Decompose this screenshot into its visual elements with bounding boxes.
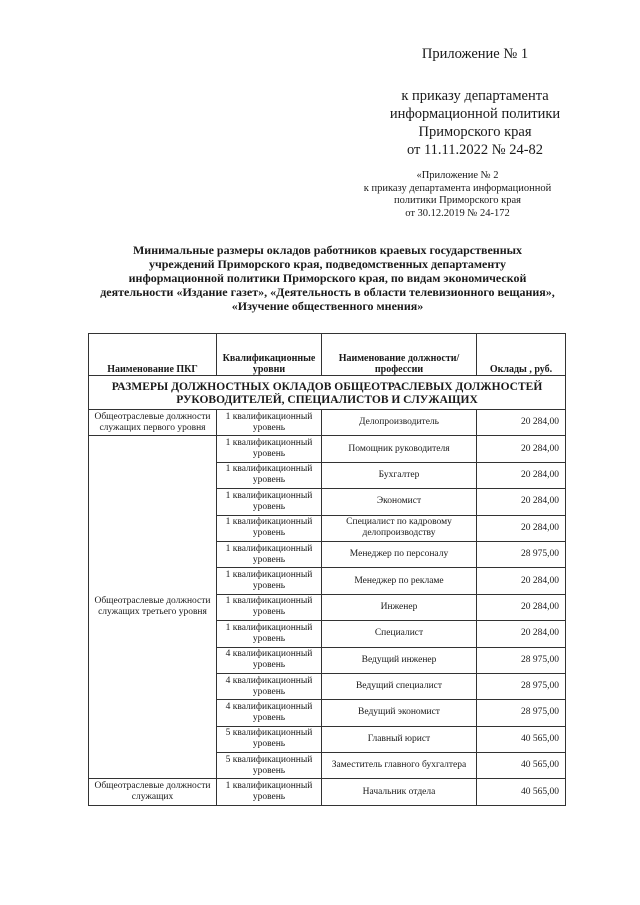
qualification-level-cell: 1 квалификационный уровень bbox=[217, 779, 322, 805]
qualification-level-cell: 1 квалификационный уровень bbox=[217, 594, 322, 620]
position-name-cell: Бухгалтер bbox=[322, 462, 477, 488]
position-name-cell: Помощник руководителя bbox=[322, 436, 477, 462]
qualification-level-cell: 1 квалификационный уровень bbox=[217, 515, 322, 541]
position-name-cell: Специалист bbox=[322, 621, 477, 647]
header-pkg: Наименование ПКГ bbox=[89, 334, 217, 376]
qualification-level-cell: 4 квалификационный уровень bbox=[217, 647, 322, 673]
position-name-cell: Делопроизводитель bbox=[322, 410, 477, 436]
appendix-line: информационной политики bbox=[389, 106, 561, 122]
position-name-cell: Специалист по кадровому делопроизводству bbox=[322, 515, 477, 541]
salary-cell: 40 565,00 bbox=[477, 726, 566, 752]
appendix-line: Приморского края bbox=[418, 124, 532, 140]
position-name-cell: Менеджер по рекламе bbox=[322, 568, 477, 594]
qualification-level-cell: 1 квалификационный уровень bbox=[217, 410, 322, 436]
header-level: Квалификационные уровни bbox=[217, 334, 322, 376]
salary-cell: 40 565,00 bbox=[477, 753, 566, 779]
salary-table bbox=[88, 333, 566, 806]
salary-cell: 20 284,00 bbox=[477, 568, 566, 594]
position-name-cell: Ведущий инженер bbox=[322, 647, 477, 673]
header-salary: Оклады , руб. bbox=[477, 334, 566, 376]
salary-cell: 20 284,00 bbox=[477, 594, 566, 620]
salary-cell: 28 975,00 bbox=[477, 700, 566, 726]
section-row bbox=[89, 376, 566, 410]
table-row bbox=[89, 779, 566, 805]
position-name-cell: Начальник отдела bbox=[322, 779, 477, 805]
position-name-cell: Менеджер по персоналу bbox=[322, 541, 477, 567]
appendix-block bbox=[360, 45, 590, 159]
position-name-cell: Ведущий экономист bbox=[322, 700, 477, 726]
previous-appendix-line: от 30.12.2019 № 24-172 bbox=[405, 207, 510, 219]
qualification-level-cell: 5 квалификационный уровень bbox=[217, 753, 322, 779]
table-body bbox=[89, 376, 566, 806]
table-row bbox=[89, 436, 566, 462]
salary-cell: 20 284,00 bbox=[477, 436, 566, 462]
position-name-cell: Ведущий специалист bbox=[322, 673, 477, 699]
salary-cell: 20 284,00 bbox=[477, 410, 566, 436]
previous-appendix-line: «Приложение № 2 bbox=[416, 170, 499, 181]
qualification-level-cell: 1 квалификационный уровень bbox=[217, 541, 322, 567]
previous-appendix-block bbox=[330, 170, 585, 220]
previous-appendix-line: политики Приморского края bbox=[394, 195, 521, 206]
header-position: Наименование должности/профессии bbox=[322, 334, 477, 376]
position-name-cell: Инженер bbox=[322, 594, 477, 620]
appendix-title: Приложение № 1 bbox=[421, 46, 529, 62]
salary-cell: 20 284,00 bbox=[477, 462, 566, 488]
qualification-level-cell: 1 квалификационный уровень bbox=[217, 489, 322, 515]
salary-cell: 20 284,00 bbox=[477, 621, 566, 647]
salary-cell: 40 565,00 bbox=[477, 779, 566, 805]
document-heading: Минимальные размеры окладов работников краевых государственных учреждений Приморского края, подведомственных департаменту информационной политики Приморского края, по видам экономической деятельности «Издание газет», «Деятельность в области телевизионного вещания», «Изучение общественного мнения» bbox=[100, 243, 555, 313]
qualification-level-cell: 4 квалификационный уровень bbox=[217, 673, 322, 699]
section-title: РАЗМЕРЫ ДОЛЖНОСТНЫХ ОКЛАДОВ ОБЩЕОТРАСЛЕВЫХ ДОЛЖНОСТЕЙ РУКОВОДИТЕЛЕЙ, СПЕЦИАЛИСТОВ И СЛУЖАЩИХ bbox=[89, 376, 566, 410]
salary-cell: 28 975,00 bbox=[477, 541, 566, 567]
qualification-level-cell: 1 квалификационный уровень bbox=[217, 621, 322, 647]
previous-appendix-line: к приказу департамента информационной bbox=[363, 182, 552, 194]
table-row bbox=[89, 410, 566, 436]
salary-cell: 20 284,00 bbox=[477, 515, 566, 541]
qualification-level-cell: 1 квалификационный уровень bbox=[217, 462, 322, 488]
qualification-level-cell: 5 квалификационный уровень bbox=[217, 726, 322, 752]
qualification-level-cell: 1 квалификационный уровень bbox=[217, 568, 322, 594]
qualification-level-cell: 4 квалификационный уровень bbox=[217, 700, 322, 726]
appendix-line: к приказу департамента bbox=[401, 88, 549, 104]
appendix-line: от 11.11.2022 № 24-82 bbox=[406, 142, 544, 158]
position-name-cell: Заместитель главного бухгалтера bbox=[322, 753, 477, 779]
table-header-row bbox=[89, 334, 566, 376]
salary-cell: 28 975,00 bbox=[477, 647, 566, 673]
qualification-level-cell: 1 квалификационный уровень bbox=[217, 436, 322, 462]
pkg-name-cell: Общеотраслевые должности служащих bbox=[89, 779, 217, 805]
pkg-name-cell: Общеотраслевые должности служащих третьего уровня bbox=[89, 436, 217, 779]
position-name-cell: Главный юрист bbox=[322, 726, 477, 752]
pkg-name-cell: Общеотраслевые должности служащих первого уровня bbox=[89, 410, 217, 436]
salary-cell: 20 284,00 bbox=[477, 489, 566, 515]
position-name-cell: Экономист bbox=[322, 489, 477, 515]
salary-cell: 28 975,00 bbox=[477, 673, 566, 699]
